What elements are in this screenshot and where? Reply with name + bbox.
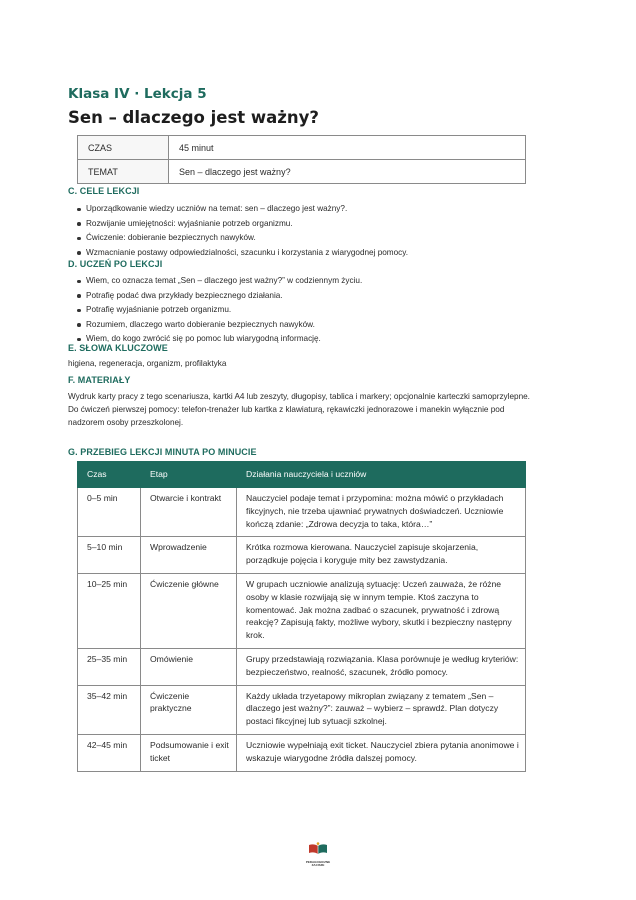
list-item: Rozumiem, dlaczego warto dobieranie bezpiecznych nawyków.: [68, 318, 538, 333]
info-key: CZAS: [78, 136, 169, 160]
stage-cell: Otwarcie i kontrakt: [141, 488, 237, 537]
list-item: Potrafię wyjaśnianie potrzeb organizmu.: [68, 303, 538, 318]
action-cell: Nauczyciel podaje temat i przypomina: można mówić o przykładach fikcyjnych, nie trzeba ujawniać prywatnych doświadczeń. Uczniowie kończą zdanie: „Zdrowa decyzja to taka, która…”: [237, 488, 526, 537]
list-item: Ćwiczenie: dobieranie bezpiecznych nawyków.: [68, 231, 538, 246]
table-row: [78, 685, 526, 734]
section-heading-student: D. UCZEŃ PO LEKCJI: [68, 259, 163, 269]
keywords-text: higiena, regeneracja, organizm, profilaktyka: [68, 359, 227, 368]
list-item: Wiem, co oznacza temat „Sen – dlaczego jest ważny?” w codziennym życiu.: [68, 274, 538, 289]
lesson-info-table: [77, 135, 526, 184]
stage-cell: Ćwiczenie główne: [141, 573, 237, 648]
stage-cell: Podsumowanie i exit ticket: [141, 734, 237, 771]
time-cell: 10–25 min: [78, 573, 141, 648]
action-cell: Krótka rozmowa kierowana. Nauczyciel zapisuje skojarzenia, porządkuje pojęcia i koryguje mity bez zawstydzania.: [237, 537, 526, 574]
column-header-stage: Etap: [141, 462, 237, 488]
table-row: [78, 488, 526, 537]
column-header-time: Czas: [78, 462, 141, 488]
schedule-table: [77, 461, 526, 772]
info-key: TEMAT: [78, 160, 169, 184]
logo-text: PEDAGOGICZNE ZACISZE: [305, 860, 331, 868]
list-item: Uporządkowanie wiedzy uczniów na temat: sen – dlaczego jest ważny?.: [68, 202, 538, 217]
student-outcomes-list: [68, 274, 538, 347]
action-cell: Uczniowie wypełniają exit ticket. Nauczyciel zbiera pytania anonimowe i wskazuje wiarygodne źródła dalszej pomocy.: [237, 734, 526, 771]
table-row: [78, 573, 526, 648]
section-heading-schedule: G. PRZEBIEG LEKCJI MINUTA PO MINUCIE: [68, 447, 257, 457]
table-row: [78, 648, 526, 685]
lesson-title: Sen – dlaczego jest ważny?: [68, 108, 319, 127]
stage-cell: Omówienie: [141, 648, 237, 685]
info-value: 45 minut: [169, 136, 526, 160]
table-row: [78, 136, 526, 160]
stage-cell: Wprowadzenie: [141, 537, 237, 574]
lesson-class-label: Klasa IV · Lekcja 5: [68, 86, 207, 102]
materials-text: Wydruk karty pracy z tego scenariusza, kartki A4 lub zeszyty, długopisy, tablica i markery; opcjonalnie karteczki samoprzylepne. Do ćwiczeń pierwszej pomocy: telefon-trenażer lub kartka z klawiaturą, rękawiczki jednorazowe i manekin wyłącznie pod nadzorem osoby przeszkolonej.: [68, 392, 530, 427]
list-item: Rozwijanie umiejętności: wyjaśnianie potrzeb organizmu.: [68, 217, 538, 232]
time-cell: 35–42 min: [78, 685, 141, 734]
open-book-icon: [308, 842, 328, 856]
section-heading-keywords: E. SŁOWA KLUCZOWE: [68, 343, 168, 353]
table-row: [78, 734, 526, 771]
time-cell: 25–35 min: [78, 648, 141, 685]
info-value: Sen – dlaczego jest ważny?: [169, 160, 526, 184]
footer-logo: [304, 842, 332, 868]
time-cell: 0–5 min: [78, 488, 141, 537]
action-cell: Każdy układa trzyetapowy mikroplan związany z tematem „Sen – dlaczego jest ważny?”: zauważ – wybierz – sprawdź. Plan dotyczy postaci fikcyjnej lub sytuacji szkolnej.: [237, 685, 526, 734]
table-header-row: [78, 462, 526, 488]
time-cell: 5–10 min: [78, 537, 141, 574]
stage-cell: Ćwiczenie praktyczne: [141, 685, 237, 734]
goals-list: [68, 202, 538, 260]
list-item: Potrafię podać dwa przykłady bezpiecznego działania.: [68, 289, 538, 304]
action-cell: Grupy przedstawiają rozwiązania. Klasa porównuje je według kryteriów: bezpieczeństwo, realność, szacunek, źródło pomocy.: [237, 648, 526, 685]
table-row: [78, 160, 526, 184]
time-cell: 42–45 min: [78, 734, 141, 771]
table-row: [78, 537, 526, 574]
section-heading-materials: F. MATERIAŁY: [68, 375, 131, 385]
list-item: Wiem, do kogo zwrócić się po pomoc lub wiarygodną informację.: [68, 332, 538, 347]
list-item: Wzmacnianie postawy odpowiedzialności, szacunku i korzystania z wiarygodnej pomocy.: [68, 246, 538, 261]
column-header-actions: Działania nauczyciela i uczniów: [237, 462, 526, 488]
action-cell: W grupach uczniowie analizują sytuację: Uczeń zauważa, że różne osoby w klasie rozwijają się w innym tempie. Ktoś zaczyna to komentować. Jak można zadbać o szacunek, prywatność i zdrową reakcję? Zapisują fakty, możliwe wybory, skutki i bezpieczny następny krok.: [237, 573, 526, 648]
section-heading-goals: C. CELE LEKCJI: [68, 186, 140, 196]
